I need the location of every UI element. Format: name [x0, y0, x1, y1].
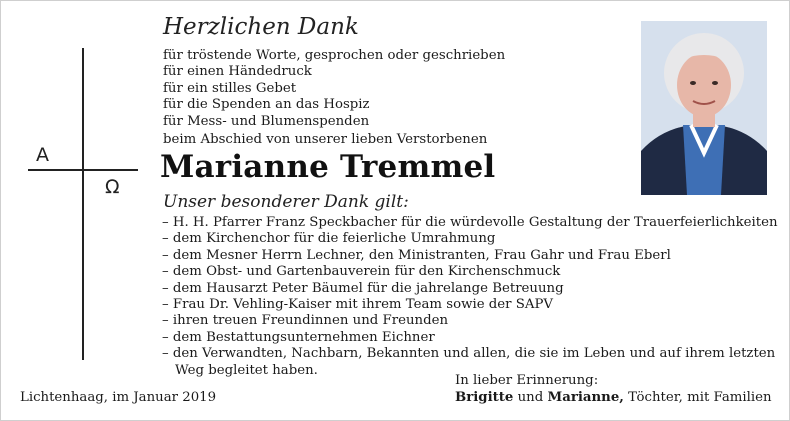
- special-thanks-item-text: – den Verwandten, Nachbarn, Bekannten und allen, die sie im Leben und auf ihrem letzten: [162, 346, 776, 362]
- special-thanks-item: – dem Kirchenchor für die feierliche Umrahmung: [162, 231, 496, 247]
- portrait-illustration: [641, 21, 767, 195]
- special-thanks-item: – dem Hausarzt Peter Bäumel für die jahrelange Betreuung: [162, 280, 564, 296]
- cross-vertical-bar: [82, 48, 84, 360]
- place-and-date: Lichtenhaag, im Januar 2019: [20, 390, 217, 405]
- deceased-name: Marianne Tremmel: [160, 149, 496, 185]
- special-thanks-item: – dem Mesner Herrn Lechner, den Ministranten, Frau Gahr und Frau Eberl: [162, 247, 671, 263]
- omega-symbol: Ω: [105, 176, 120, 198]
- in-memory-label: In lieber Erinnerung:: [455, 373, 599, 388]
- special-thanks-list: [162, 215, 777, 379]
- special-thanks-item: – ihren treuen Freundinnen und Freunden: [162, 313, 449, 329]
- thanks-list: [163, 48, 505, 130]
- thanks-line: für einen Händedruck: [163, 64, 312, 80]
- signer-name: Marianne,: [547, 390, 624, 405]
- alpha-symbol: A: [36, 144, 49, 166]
- farewell-line: beim Abschied von unserer lieben Verstorbenen: [163, 132, 488, 147]
- thanks-line: für Mess- und Blumenspenden: [163, 113, 370, 129]
- special-thanks-item: – H. H. Pfarrer Franz Speckbacher für die würdevolle Gestaltung der Trauerfeierlichkeiten: [162, 215, 778, 230]
- special-thanks-item-continuation: Weg begleitet haben.: [175, 362, 318, 378]
- signer-conjunction: und: [513, 390, 548, 405]
- cross-horizontal-bar: [28, 169, 138, 171]
- special-thanks-heading: Unser besonderer Dank gilt:: [163, 192, 409, 212]
- signer-relation: Töchter, mit Familien: [623, 390, 772, 405]
- thanks-line: für die Spenden an das Hospiz: [163, 97, 370, 113]
- thanks-line: für ein stilles Gebet: [163, 80, 297, 96]
- heading-title: Herzlichen Dank: [163, 14, 359, 40]
- special-thanks-item: – dem Bestattungsunternehmen Eichner: [162, 329, 435, 345]
- portrait-photo: [641, 21, 767, 195]
- signers-line: [455, 390, 772, 405]
- thanks-line: für tröstende Worte, gesprochen oder geschrieben: [163, 48, 506, 63]
- special-thanks-item: – Frau Dr. Vehling-Kaiser mit ihrem Team sowie der SAPV: [162, 297, 554, 313]
- special-thanks-item: – dem Obst- und Gartenbauverein für den Kirchenschmuck: [162, 264, 561, 280]
- signer-name: Brigitte: [455, 390, 514, 405]
